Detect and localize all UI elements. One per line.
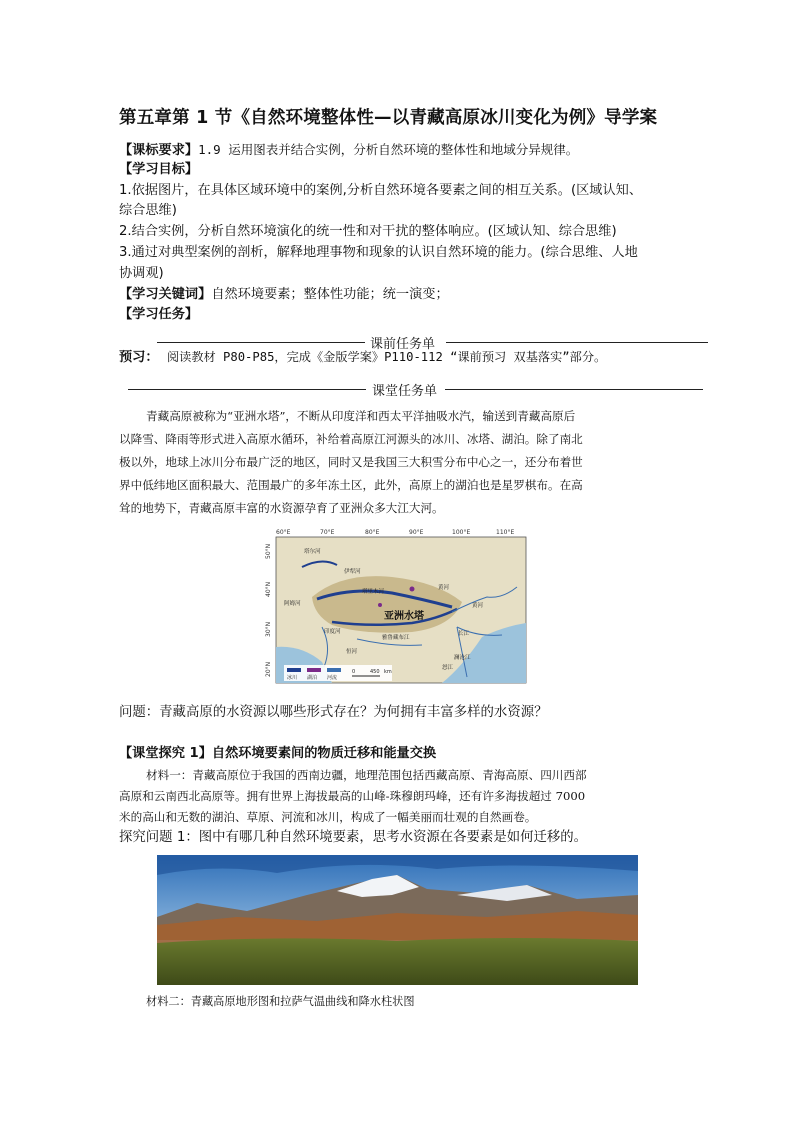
para-line-4: 界中低纬地区面积最大、范围最广的多年冻土区，此外，高原上的湖泊也是星罗棋布。在高	[119, 478, 583, 492]
question: 问题：青藏高原的水资源以哪些形式存在？为何拥有丰富多样的水资源？	[119, 705, 548, 720]
inquiry-1-title: 【课堂探究 1】自然环境要素间的物质迁移和能量交换	[119, 746, 437, 761]
lon-tick: 110°E	[496, 529, 515, 536]
map-label: 怒江	[442, 665, 454, 671]
page-title: 第五章第 1 节《自然环境整体性—以青藏高原冰川变化为例》导学案	[119, 108, 658, 128]
material-1-line-2: 高原和云南西北高原等。拥有世界上海拔最高的山峰-珠穆朗玛峰，还有许多海拔超过 7000	[119, 789, 586, 803]
lake-mark	[378, 603, 382, 607]
separator-left	[157, 342, 365, 343]
keywords-line	[119, 285, 449, 305]
map-label: 恒河	[346, 649, 358, 655]
objective-2: 2.结合实例，分析自然环境演化的统一性和对干扰的整体响应。(区域认知、综合思维)	[119, 224, 617, 239]
scale-label: km	[384, 669, 392, 675]
objective-3-line-1: 3.通过对典型案例的剖析，解释地理事物和现象的认识自然环境的能力。(综合思维、人地	[119, 245, 638, 260]
legend-river-swatch	[327, 668, 341, 672]
lon-tick: 90°E	[409, 529, 424, 536]
standard-text: 1.9 运用图表并结合实例，分析自然环境的整体性和地域分异规律。	[198, 142, 579, 157]
legend-label: 河流	[327, 675, 338, 681]
map-label: 黄河	[472, 603, 484, 609]
pre-class-header: 课前任务单	[370, 337, 436, 352]
lat-tick: 20°N	[265, 661, 272, 677]
material-1-line-1: 材料一：青藏高原位于我国的西南边疆，地理范围包括西藏高原、青海高原、四川西部	[146, 768, 587, 782]
map-label: 塔里木河	[362, 589, 385, 595]
para-line-1: 青藏高原被称为“亚洲水塔”，不断从印度洋和西太平洋抽吸水汽，输送到青藏高原后	[146, 409, 576, 423]
map-label: 塔尔河	[304, 549, 321, 555]
lat-tick: 40°N	[265, 581, 272, 597]
map-label: 澜沧江	[454, 655, 471, 661]
grassland	[157, 938, 638, 985]
tasks-label: 【学习任务】	[119, 307, 199, 322]
lon-tick: 70°E	[320, 529, 335, 536]
para-line-3: 极以外，地球上冰川分布最广泛的地区，同时又是我国三大积雪分布中心之一，还分布着世	[119, 455, 583, 469]
objective-1-line-2: 综合思维)	[119, 203, 177, 218]
scale-label: 0	[352, 669, 356, 675]
objective-1-line-1: 1.依据图片，在具体区域环境中的案例,分析自然环境各要素之间的相互关系。(区域认知、	[119, 183, 643, 198]
lat-tick: 50°N	[265, 543, 272, 559]
snow-mountain-photo	[157, 855, 638, 985]
map-label: 黄河	[438, 585, 450, 591]
scale-label: 450	[370, 669, 380, 675]
legend-label: 湖泊	[307, 675, 318, 681]
legend-label: 冰川	[287, 675, 298, 681]
lat-tick: 30°N	[265, 621, 272, 637]
map-label: 雅鲁藏布江	[382, 635, 410, 641]
lon-tick: 100°E	[452, 529, 471, 536]
in-class-header: 课堂任务单	[372, 384, 438, 399]
objectives-label: 【学习目标】	[119, 162, 199, 177]
lake-mark	[410, 587, 415, 592]
keywords-text: 自然环境要素；整体性功能；统一演变；	[211, 287, 449, 302]
objective-3-line-2: 协调观)	[119, 266, 164, 281]
standard-line	[119, 140, 578, 161]
preview-label: 预习：	[119, 350, 159, 365]
lon-tick: 60°E	[276, 529, 291, 536]
keywords-label: 【学习关键词】	[119, 287, 212, 302]
preview-line	[119, 347, 606, 368]
separator-right	[445, 389, 703, 390]
separator-right	[446, 342, 708, 343]
legend-lake-swatch	[307, 668, 321, 672]
asia-water-tower-map	[262, 527, 530, 687]
standard-label: 【课标要求】	[119, 143, 199, 158]
lon-tick: 80°E	[365, 529, 380, 536]
map-label: 阿姆河	[284, 601, 301, 607]
legend-glacier-swatch	[287, 668, 301, 672]
para-line-2: 以降雪、降雨等形式进入高原水循环，补给着高原江河源头的冰川、冰塔、湖泊。除了南北	[119, 432, 583, 446]
map-center-label: 亚洲水塔	[384, 611, 424, 622]
map-label: 长江	[458, 631, 470, 637]
separator-left	[128, 389, 366, 390]
map-label: 印度河	[324, 629, 341, 635]
material-2-caption: 材料二：青藏高原地形图和拉萨气温曲线和降水柱状图	[146, 995, 415, 1008]
inquiry-question-1: 探究问题 1：图中有哪几种自然环境要素，思考水资源在各要素是如何迁移的。	[119, 830, 588, 845]
material-1-line-3: 米的高山和无数的湖泊、草原、河流和冰川，构成了一幅美丽而壮观的自然画卷。	[119, 810, 537, 824]
map-label: 伊犁河	[344, 569, 361, 575]
preview-text: 阅读教材 P80-P85，完成《金版学案》P110-112 “课前预习 双基落实”部分。	[166, 350, 607, 364]
para-line-5: 耸的地势下，青藏高原丰富的水资源孕育了亚洲众多大江大河。	[119, 501, 444, 515]
